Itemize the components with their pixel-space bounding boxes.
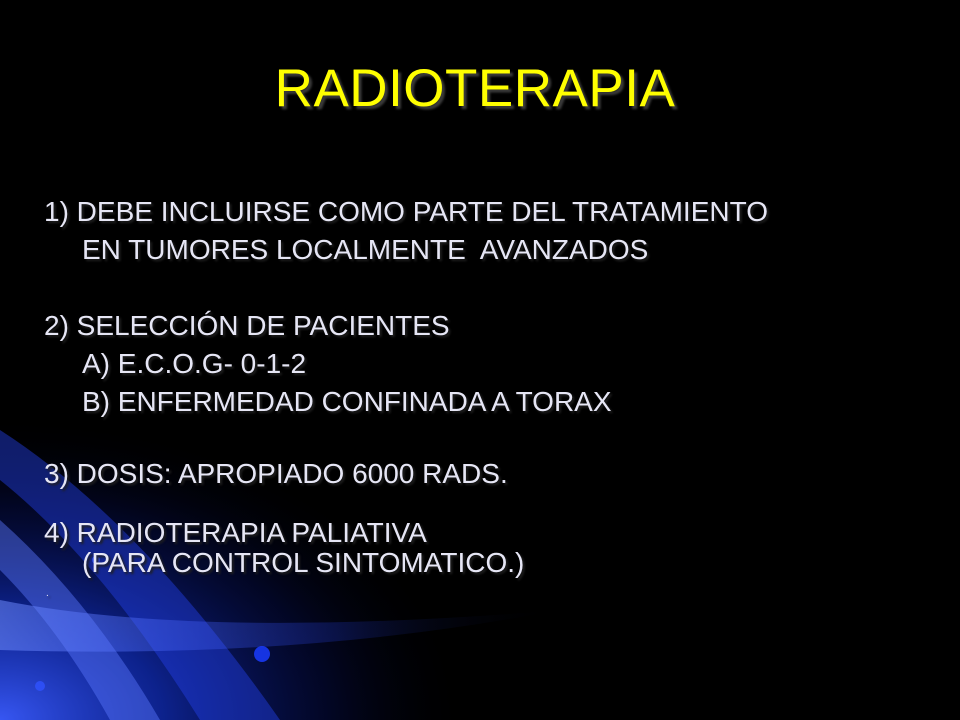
item-3-line-1: 3) DOSIS: APROPIADO 6000 RADS. [44, 458, 508, 489]
item-2-sub-b: B) ENFERMEDAD CONFINADA A TORAX [82, 386, 612, 417]
item-2-sub-a: A) E.C.O.G- 0-1-2 [82, 348, 307, 379]
item-1-line-1: 1) DEBE INCLUIRSE COMO PARTE DEL TRATAMIENTO [44, 196, 768, 227]
item-1-line-2: EN TUMORES LOCALMENTE AVANZADOS [82, 234, 649, 265]
slide-title: RADIOTERAPIA [274, 59, 676, 118]
slide-body [44, 193, 944, 604]
trailing-mark: . [46, 588, 49, 599]
orb-2 [35, 681, 45, 691]
orb-1 [254, 646, 270, 662]
item-4-line-1: 4) RADIOTERAPIA PALIATIVA [44, 517, 427, 548]
item-2-line-1: 2) SELECCIÓN DE PACIENTES [44, 310, 450, 341]
item-4-line-2: (PARA CONTROL SINTOMATICO.) [82, 547, 525, 578]
